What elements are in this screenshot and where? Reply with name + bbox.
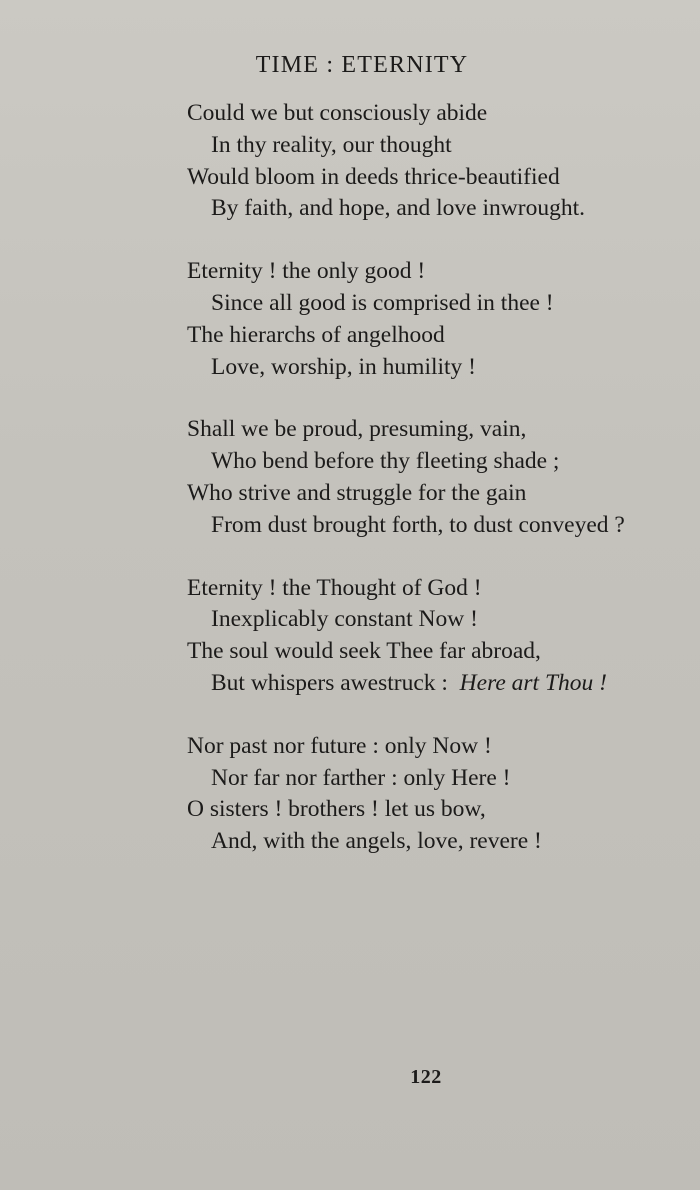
poem-line: Could we but consciously abide (187, 100, 488, 126)
poem-line-roman-part: But whispers awestruck : (211, 669, 448, 696)
poem-line: Who strive and struggle for the gain (187, 479, 527, 506)
poem-line: Would bloom in deeds thrice-beautified (187, 163, 560, 190)
running-head: TIME : ETERNITY (255, 52, 469, 78)
poem-line-with-italic (187, 668, 700, 700)
poem-line: O sisters ! brothers ! let us bow, (187, 796, 486, 823)
page-number: 122 (410, 1066, 442, 1088)
poem-line: The hierarchs of angelhood (187, 321, 445, 348)
poem (187, 98, 700, 889)
poem-line: The soul would seek Thee far abroad, (187, 638, 541, 665)
poem-line: Inexplicably constant Now ! (211, 606, 478, 633)
stanza-1 (187, 98, 700, 225)
poem-line-italic-part: Here art Thou ! (459, 669, 607, 696)
poem-line: Nor past nor future : only Now ! (187, 732, 492, 759)
poem-line: From dust brought forth, to dust conveyed ? (211, 511, 625, 538)
poem-line: Eternity ! the only good ! (187, 258, 426, 285)
stanza-5 (187, 731, 700, 858)
stanza-2 (187, 256, 700, 383)
poem-line: Eternity ! the Thought of God ! (187, 574, 482, 601)
poem-line: Shall we be proud, presuming, vain, (187, 416, 527, 443)
poem-line: Who bend before thy fleeting shade ; (211, 448, 560, 475)
poem-line: Love, worship, in humility ! (211, 353, 477, 380)
poem-line: Nor far nor farther : only Here ! (211, 764, 511, 791)
poem-line: By faith, and hope, and love inwrought. (211, 195, 585, 222)
stanza-4 (187, 573, 700, 700)
stanza-3 (187, 414, 700, 541)
poem-line: Since all good is comprised in thee ! (211, 289, 554, 316)
poem-line: In thy reality, our thought (211, 131, 452, 158)
poem-line: And, with the angels, love, revere ! (211, 828, 542, 855)
